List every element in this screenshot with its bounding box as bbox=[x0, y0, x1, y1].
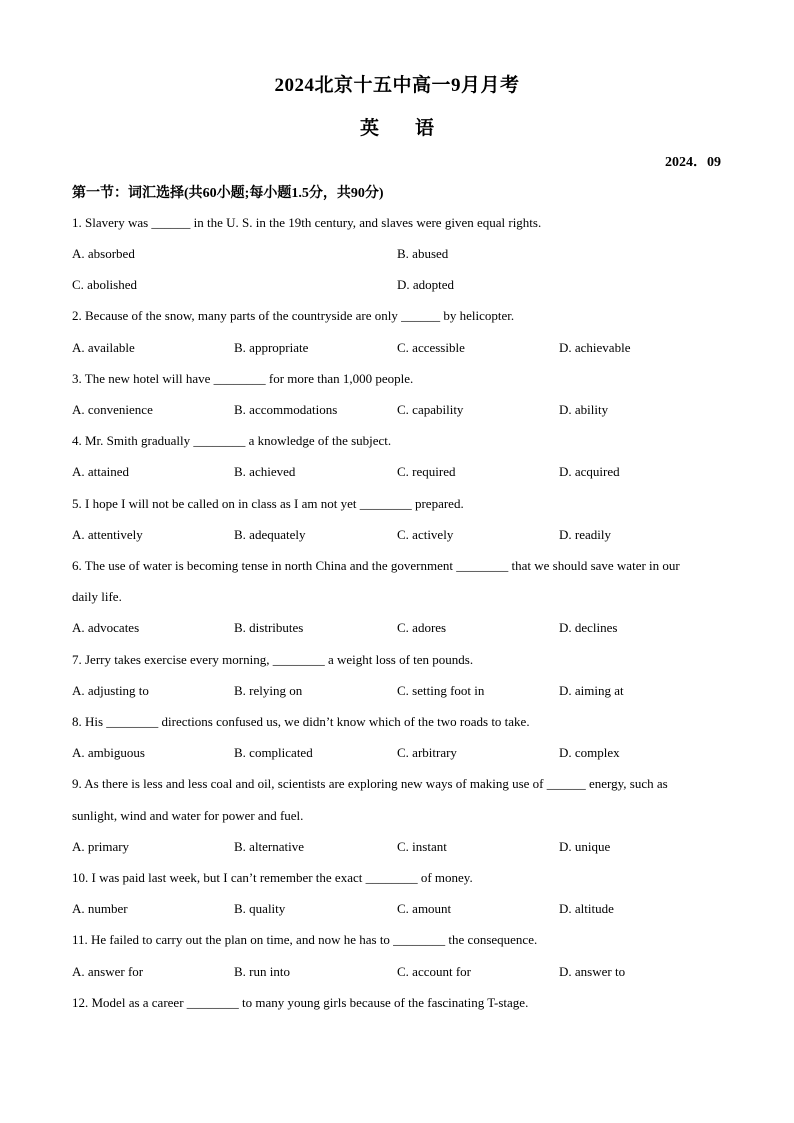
subject-title bbox=[0, 113, 794, 140]
option-d: D. adopted bbox=[397, 277, 455, 292]
option-c: C. abolished bbox=[72, 277, 137, 292]
option-d: D. altitude bbox=[559, 901, 614, 916]
section-heading: 第一节：词汇选择(共60小题;每小题1.5分，共90分) bbox=[72, 186, 384, 201]
option-c: C. capability bbox=[397, 402, 464, 417]
option-b: B. achieved bbox=[234, 464, 296, 479]
option-c: C. setting foot in bbox=[397, 683, 485, 698]
option-b: B. quality bbox=[234, 901, 286, 916]
option-a: A. adjusting to bbox=[72, 683, 149, 698]
exam-title: 2024北京十五中高一9月月考 bbox=[274, 75, 520, 96]
question-stem: 2. Because of the snow, many parts of the countryside are only ______ by helicopter. bbox=[72, 308, 515, 323]
option-a: A. attentively bbox=[72, 527, 143, 542]
option-row bbox=[72, 964, 732, 982]
option-c: C. accessible bbox=[397, 340, 465, 355]
option-row bbox=[72, 277, 732, 295]
question-stem: 7. Jerry takes exercise every morning, ________ a weight loss of ten pounds. bbox=[72, 652, 474, 667]
option-b: B. run into bbox=[234, 964, 290, 979]
option-c: C. account for bbox=[397, 964, 472, 979]
option-c: C. arbitrary bbox=[397, 745, 457, 760]
question-stem: 5. I hope I will not be called on in class as I am not yet ________ prepared. bbox=[72, 496, 464, 511]
option-row bbox=[72, 340, 732, 358]
exam-date: 2024．09 bbox=[665, 155, 721, 170]
option-a: A. convenience bbox=[72, 402, 153, 417]
option-row bbox=[72, 464, 732, 482]
option-c: C. required bbox=[397, 464, 456, 479]
option-a: A. attained bbox=[72, 464, 130, 479]
option-d: D. ability bbox=[559, 402, 609, 417]
question-stem: 11. He failed to carry out the plan on time, and now he has to ________ the consequence. bbox=[72, 932, 538, 947]
question-stem-continued: sunlight, wind and water for power and fuel. bbox=[72, 808, 304, 823]
option-a: A. absorbed bbox=[72, 246, 135, 261]
option-b: B. adequately bbox=[234, 527, 306, 542]
option-b: B. abused bbox=[397, 246, 449, 261]
question-stem: 10. I was paid last week, but I can’t remember the exact ________ of money. bbox=[72, 870, 473, 885]
subject-char: 语 bbox=[415, 118, 435, 139]
question-stem: 3. The new hotel will have ________ for more than 1,000 people. bbox=[72, 371, 414, 386]
option-d: D. answer to bbox=[559, 964, 626, 979]
option-b: B. accommodations bbox=[234, 402, 338, 417]
option-a: A. number bbox=[72, 901, 128, 916]
option-d: D. readily bbox=[559, 527, 611, 542]
option-b: B. complicated bbox=[234, 745, 313, 760]
option-d: D. complex bbox=[559, 745, 620, 760]
option-c: C. amount bbox=[397, 901, 452, 916]
option-row bbox=[72, 745, 732, 763]
option-d: D. declines bbox=[559, 620, 618, 635]
question-stem: 12. Model as a career ________ to many young girls because of the fascinating T-stage. bbox=[72, 995, 529, 1010]
option-row bbox=[72, 527, 732, 545]
option-row bbox=[72, 620, 732, 638]
option-d: D. achievable bbox=[559, 340, 631, 355]
question-stem: 4. Mr. Smith gradually ________ a knowledge of the subject. bbox=[72, 433, 392, 448]
option-a: A. primary bbox=[72, 839, 130, 854]
option-row bbox=[72, 839, 732, 857]
option-b: B. appropriate bbox=[234, 340, 309, 355]
option-b: B. relying on bbox=[234, 683, 303, 698]
subject-char: 英 bbox=[359, 118, 379, 139]
option-row bbox=[72, 402, 732, 420]
option-b: B. alternative bbox=[234, 839, 305, 854]
option-d: D. aiming at bbox=[559, 683, 624, 698]
option-row bbox=[72, 246, 732, 264]
option-row bbox=[72, 683, 732, 701]
option-a: A. advocates bbox=[72, 620, 140, 635]
option-d: D. unique bbox=[559, 839, 611, 854]
option-a: A. ambiguous bbox=[72, 745, 145, 760]
option-a: A. available bbox=[72, 340, 135, 355]
option-row bbox=[72, 901, 732, 919]
option-b: B. distributes bbox=[234, 620, 304, 635]
question-stem: 8. His ________ directions confused us, we didn’t know which of the two roads to take. bbox=[72, 714, 530, 729]
option-c: C. instant bbox=[397, 839, 447, 854]
question-stem: 1. Slavery was ______ in the U. S. in the 19th century, and slaves were given equal rights. bbox=[72, 215, 542, 230]
option-a: A. answer for bbox=[72, 964, 144, 979]
option-d: D. acquired bbox=[559, 464, 620, 479]
option-c: C. actively bbox=[397, 527, 454, 542]
question-stem: 9. As there is less and less coal and oil, scientists are exploring new ways of making use of ______ energy, such as bbox=[72, 776, 668, 791]
option-c: C. adores bbox=[397, 620, 447, 635]
question-stem-continued: daily life. bbox=[72, 589, 122, 604]
question-stem: 6. The use of water is becoming tense in north China and the government ________ that we should save water in our bbox=[72, 558, 680, 573]
